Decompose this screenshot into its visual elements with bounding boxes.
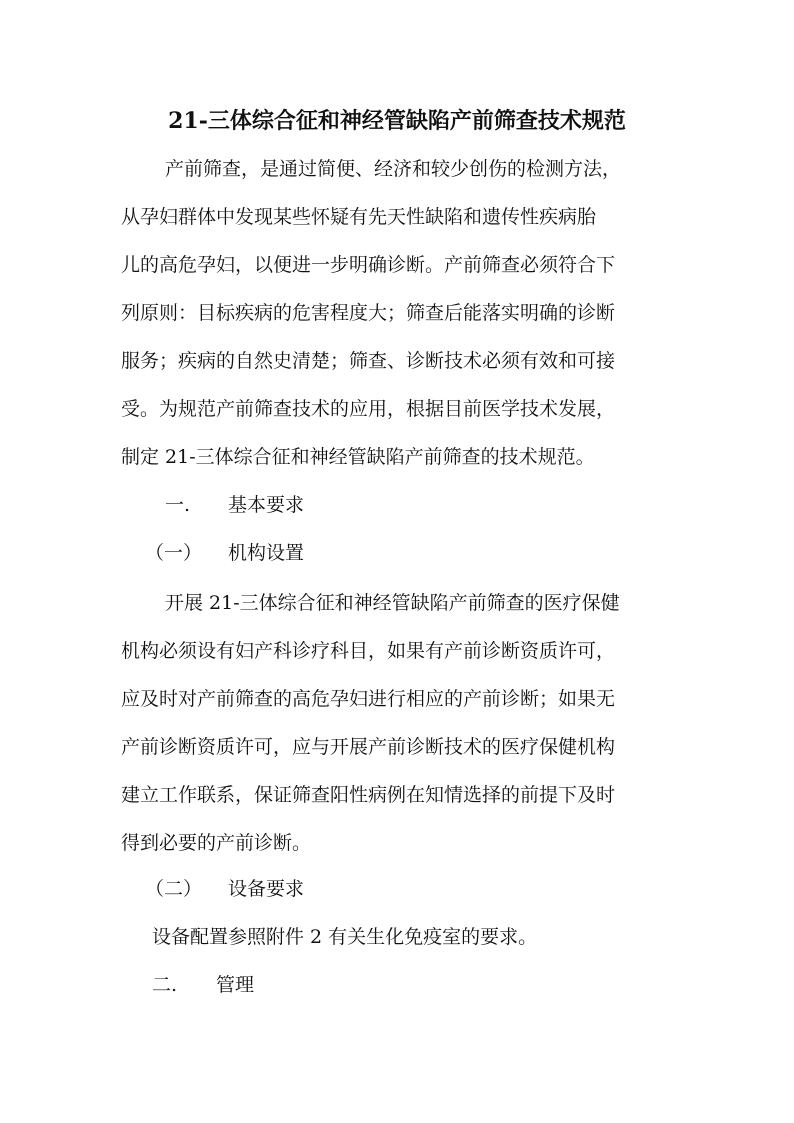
intro-line-7: 制定 21-三体综合征和神经管缺陷产前筛查的技术规范。 bbox=[121, 446, 595, 468]
sub1-line-3: 应及时对产前筛查的高危孕妇进行相应的产前诊断；如果无 bbox=[121, 688, 616, 710]
intro-line-6: 受。为规范产前筛查技术的应用，根据目前医学技术发展， bbox=[121, 398, 616, 420]
intro-line-3: 儿的高危孕妇，以便进一步明确诊断。产前筛查必须符合下 bbox=[121, 254, 616, 276]
sub1-line-5: 建立工作联系，保证筛查阳性病例在知情选择的前提下及时 bbox=[121, 784, 616, 806]
sub2-line-1: 设备配置参照附件 2 有关生化免疫室的要求。 bbox=[152, 926, 538, 948]
intro-line-5: 服务；疾病的自然史清楚；筛查、诊断技术必须有效和可接 bbox=[121, 350, 616, 372]
intro-line-2: 从孕妇群体中发现某些怀疑有先天性缺陷和遗传性疾病胎 bbox=[121, 206, 597, 228]
sub1-line-4: 产前诊断资质许可，应与开展产前诊断技术的医疗保健机构 bbox=[121, 736, 616, 758]
sub1-line-2: 机构必须设有妇产科诊疗科目，如果有产前诊断资质许可， bbox=[121, 640, 616, 662]
document-title: 21-三体综合征和神经管缺陷产前筛查技术规范 bbox=[168, 108, 626, 134]
sub1-line-1: 开展 21-三体综合征和神经管缺陷产前筛查的医疗保健 bbox=[165, 592, 620, 614]
section-2-title: 管理 bbox=[216, 974, 255, 996]
subsection-1-number: （一） bbox=[145, 542, 203, 564]
section-1-title: 基本要求 bbox=[228, 494, 305, 516]
intro-line-1: 产前筛查，是通过简便、经济和较少创伤的检测方法， bbox=[165, 158, 622, 180]
subsection-2-title: 设备要求 bbox=[228, 878, 305, 900]
subsection-2-number: （二） bbox=[145, 878, 203, 900]
section-1-number: 一. bbox=[165, 494, 191, 516]
sub1-line-6: 得到必要的产前诊断。 bbox=[121, 832, 312, 854]
subsection-1-title: 机构设置 bbox=[228, 542, 305, 564]
intro-line-4: 列原则：目标疾病的危害程度大；筛查后能落实明确的诊断 bbox=[121, 302, 616, 324]
section-2-number: 二. bbox=[152, 974, 178, 996]
